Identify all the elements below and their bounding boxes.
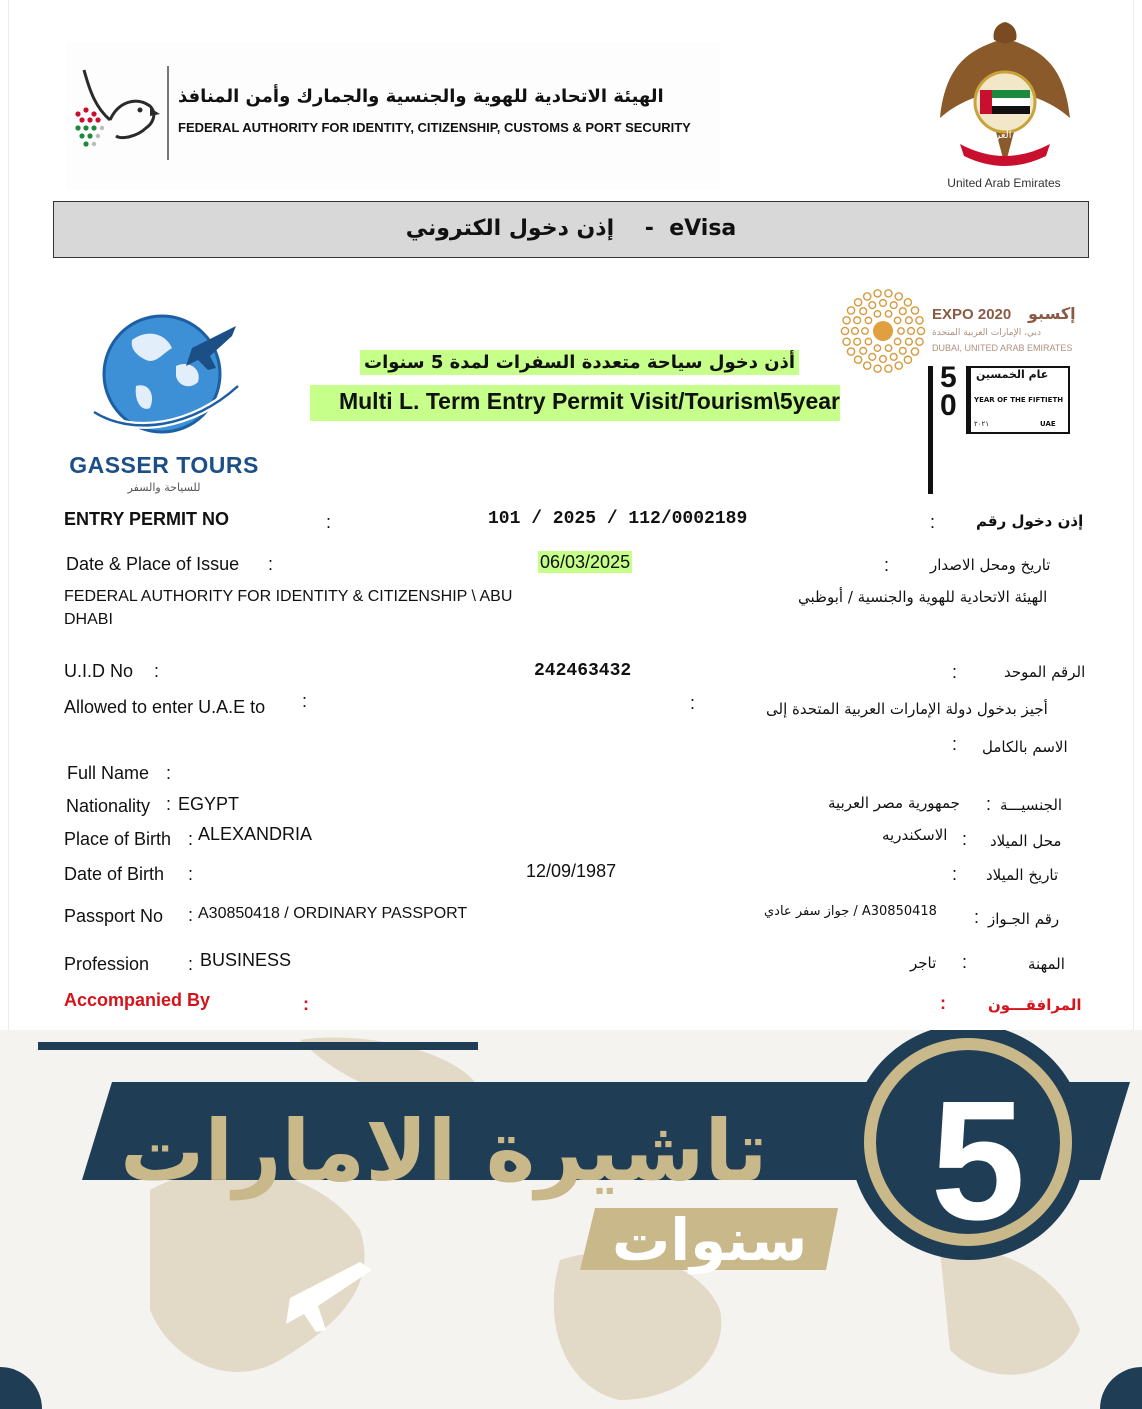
issue-colon: : bbox=[268, 554, 274, 574]
entry-permit-label-arabic: إذن دخول رقم bbox=[976, 512, 1084, 530]
allowed-label-arabic: أجيز بدخول دولة الإمارات العربية المتحدة إلى bbox=[766, 700, 1048, 718]
birth-date-label-arabic: تاريخ الميلاد bbox=[986, 866, 1059, 884]
birth-place-colon: : bbox=[188, 829, 194, 849]
issue-label: Date & Place of Issue bbox=[66, 554, 240, 574]
authority-name-arabic: الهيئة الاتحادية للهوية والجنسية والجمارك وأمن المنافذ bbox=[178, 86, 664, 107]
birth-date-colon: : bbox=[188, 864, 194, 884]
passport-value-arabic: A30850418 / جواز سفر عادي bbox=[764, 904, 937, 919]
expo-2020-logo-icon bbox=[840, 288, 926, 374]
issue-place-line2: DHABI bbox=[64, 611, 113, 628]
uae-emblem-icon bbox=[936, 18, 1074, 174]
fifty-uae-code: UAE bbox=[1040, 420, 1056, 428]
profession-value: BUSINESS bbox=[200, 950, 292, 970]
agency-name: GASSER TOURS bbox=[69, 452, 259, 478]
expo-location-arabic: دبي، الإمارات العربية المتحدة bbox=[932, 328, 1042, 338]
allowed-colon: : bbox=[302, 691, 308, 711]
entry-permit-colon: : bbox=[326, 512, 332, 532]
authority-falcon-logo-icon bbox=[66, 62, 166, 166]
issue-date-value: 06/03/2025 bbox=[540, 552, 631, 572]
uid-colon: : bbox=[154, 661, 160, 681]
birth-place-value-arabic: الاسكندريه bbox=[882, 826, 948, 844]
fifty-english: YEAR OF THE FIFTIETH bbox=[974, 396, 1064, 404]
allowed-colon-ar: : bbox=[690, 693, 696, 713]
nationality-label: Nationality bbox=[66, 796, 151, 816]
banner-number: 5 bbox=[930, 1066, 1026, 1256]
passport-colon-ar: : bbox=[974, 907, 980, 927]
full-name-colon: : bbox=[166, 763, 172, 783]
nationality-value-arabic: جمهورية مصر العربية bbox=[828, 794, 960, 812]
issue-place-arabic: الهيئة الاتحادية للهوية والجنسية / أبوظبي bbox=[798, 588, 1048, 606]
passport-label-arabic: رقم الجـواز bbox=[988, 910, 1060, 928]
passport-label: Passport No bbox=[64, 906, 164, 926]
birth-place-colon-ar: : bbox=[962, 829, 968, 849]
birth-date-value: 12/09/1987 bbox=[526, 861, 617, 881]
profession-colon: : bbox=[188, 954, 194, 974]
profession-colon-ar: : bbox=[962, 952, 968, 972]
permit-type-english-text: Multi L. Term Entry Permit Visit/Tourism\5year bbox=[338, 388, 840, 414]
permit-type-english bbox=[310, 385, 840, 421]
birth-date-label: Date of Birth bbox=[64, 864, 165, 884]
country-label: United Arab Emirates bbox=[947, 176, 1061, 190]
expo-title-arabic: إكسبو bbox=[1028, 304, 1076, 323]
expo-location-english: DUBAI, UNITED ARAB EMIRATES bbox=[932, 343, 1073, 353]
banner-title: تاشيرة الامارات bbox=[120, 1102, 768, 1200]
fifty-vertical-bar bbox=[928, 366, 933, 494]
full-name-label: Full Name bbox=[67, 763, 150, 783]
accompanied-label: Accompanied By bbox=[64, 990, 211, 1010]
banner-subtitle: سنوات bbox=[612, 1206, 808, 1274]
profession-label-arabic: المهنة bbox=[1028, 955, 1065, 973]
expo-title-english: EXPO 2020 bbox=[932, 306, 1012, 323]
accompanied-colon: : bbox=[303, 994, 309, 1014]
header-divider bbox=[167, 66, 169, 160]
entry-permit-label: ENTRY PERMIT NO bbox=[64, 509, 230, 529]
nationality-colon-ar: : bbox=[986, 794, 992, 814]
uid-colon-ar: : bbox=[952, 662, 958, 682]
entry-permit-colon-ar: : bbox=[930, 512, 936, 532]
fifty-year-code: ٢٠٢١ bbox=[974, 420, 990, 428]
issue-date bbox=[538, 552, 632, 573]
authority-name-english: FEDERAL AUTHORITY FOR IDENTITY, CITIZENSHIP, CUSTOMS & PORT SECURITY bbox=[178, 120, 691, 135]
birth-date-colon-ar: : bbox=[952, 864, 958, 884]
nationality-label-arabic: الجنسيـــة bbox=[1000, 796, 1063, 814]
permit-type-arabic: أذن دخول سياحة متعددة السفرات لمدة 5 سنوات bbox=[360, 350, 799, 375]
entry-permit-number: 101 / 2025 / 112/0002189 bbox=[488, 509, 748, 529]
uid-label-arabic: الرقم الموحد bbox=[1004, 663, 1086, 681]
profession-label: Profession bbox=[64, 954, 150, 974]
birth-place-label: Place of Birth bbox=[64, 829, 172, 849]
birth-place-value: ALEXANDRIA bbox=[198, 824, 313, 844]
fifty-arabic: عام الخمسين bbox=[976, 368, 1049, 381]
full-name-label-arabic: الاسم بالكامل bbox=[982, 738, 1068, 756]
emblem-ribbon-text: الإمارات العربية المتحدة bbox=[949, 130, 1049, 141]
agency-tagline: للسياحة والسفر bbox=[127, 481, 201, 494]
accompanied-colon-ar: : bbox=[940, 993, 946, 1013]
nationality-value: EGYPT bbox=[178, 794, 240, 814]
issue-label-arabic: تاريخ ومحل الاصدار bbox=[930, 556, 1051, 574]
passport-value: A30850418 / ORDINARY PASSPORT bbox=[198, 905, 468, 922]
nationality-colon: : bbox=[166, 794, 172, 814]
evisa-title: إذن دخول الكتروني - eVisa bbox=[405, 216, 737, 241]
gasser-globe-logo-icon bbox=[92, 308, 242, 452]
uid-number: 242463432 bbox=[534, 661, 632, 681]
issue-place-line1: FEDERAL AUTHORITY FOR IDENTITY & CITIZENSHIP \ ABU bbox=[64, 588, 513, 605]
full-name-colon-ar: : bbox=[952, 734, 958, 754]
accompanied-label-arabic: المرافقـــون bbox=[988, 996, 1082, 1014]
allowed-label: Allowed to enter U.A.E to bbox=[64, 697, 266, 717]
profession-value-arabic: تاجر bbox=[910, 954, 937, 972]
uid-label: U.I.D No bbox=[64, 661, 134, 681]
birth-place-label-arabic: محل الميلاد bbox=[990, 832, 1062, 850]
passport-colon: : bbox=[188, 905, 194, 925]
fifty-number: 50 bbox=[940, 361, 957, 422]
issue-colon-ar: : bbox=[884, 555, 890, 575]
